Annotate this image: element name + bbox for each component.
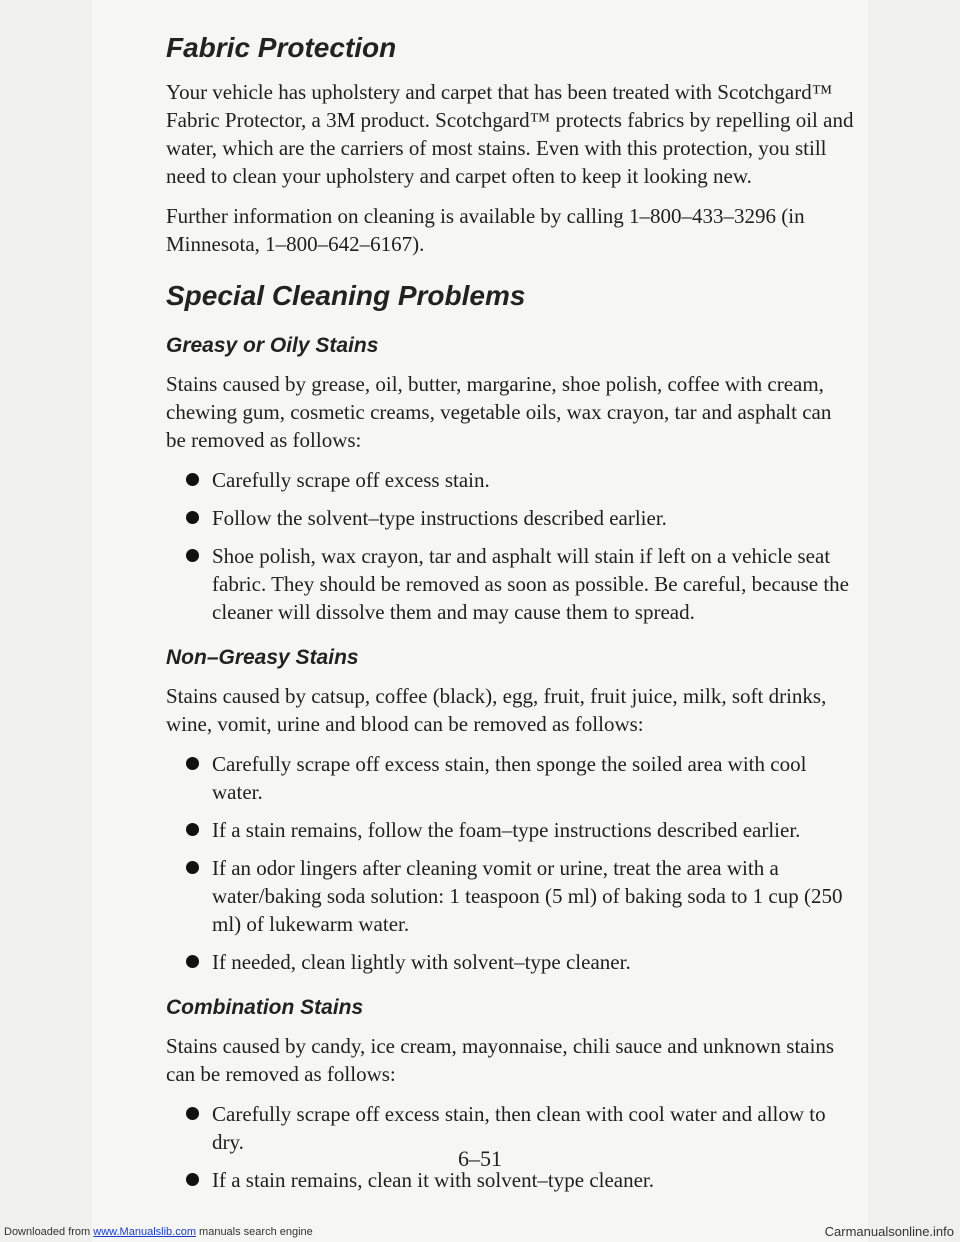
- list-item: [186, 542, 856, 626]
- heading-combination-stains: Combination Stains: [166, 996, 364, 1019]
- list-item: [186, 854, 856, 938]
- bullet-icon: [186, 1173, 199, 1186]
- list-item: [186, 504, 856, 532]
- heading-fabric-protection: Fabric Protection: [166, 32, 397, 63]
- bullet-icon: [186, 757, 199, 770]
- bullet-icon: [186, 1107, 199, 1120]
- download-footer: [0, 1226, 313, 1238]
- paragraph-combination-intro: Stains caused by candy, ice cream, mayonnaise, chili sauce and unknown stains can be removed as follows:: [166, 1034, 835, 1086]
- list-item: [186, 948, 856, 976]
- page-number: 6–51: [458, 1146, 502, 1171]
- list-item-text: If needed, clean lightly with solvent–type cleaner.: [212, 950, 631, 974]
- bullet-icon: [186, 473, 199, 486]
- bullet-icon: [186, 823, 199, 836]
- footer-suffix: manuals search engine: [195, 1226, 313, 1238]
- list-item-text: Carefully scrape off excess stain.: [212, 468, 490, 492]
- heading-non-greasy-stains: Non–Greasy Stains: [166, 646, 359, 669]
- list-item-text: If an odor lingers after cleaning vomit or urine, treat the area with a water/baking soda solution: 1 teaspoon (5 ml) of baking soda to 1 cup (250 ml) of lukewarm water.: [212, 856, 843, 936]
- bullet-icon: [186, 861, 199, 874]
- bullet-icon: [186, 511, 199, 524]
- manualslib-link[interactable]: www.Manualslib.com: [93, 1226, 196, 1238]
- list-item-text: Carefully scrape off excess stain, then sponge the soiled area with cool water.: [212, 752, 807, 804]
- list-item: [186, 816, 856, 844]
- list-item-text: Shoe polish, wax crayon, tar and asphalt will stain if left on a vehicle seat fabric. They should be removed as soon as possible. Be careful, because the cleaner will dissolve them and may cause them to spread.: [212, 544, 849, 624]
- paragraph-fabric-protection: Your vehicle has upholstery and carpet that has been treated with Scotchgard™ Fabric Protector, a 3M product. Scotchgard™ protects fabrics by repelling oil and water, which are the carriers of most stains. Even with this protection, you still need to clean your upholstery and carpet often to keep it looking new.: [166, 80, 854, 188]
- paragraph-greasy-intro: Stains caused by grease, oil, butter, margarine, shoe polish, coffee with cream, chewing gum, cosmetic creams, vegetable oils, wax crayon, tar and asphalt can be removed as follows:: [166, 372, 832, 452]
- non-greasy-bullet-list: [166, 750, 856, 976]
- watermark-site: Carmanualsonline.info: [824, 1224, 954, 1239]
- paragraph-cleaning-info: Further information on cleaning is available by calling 1–800–433–3296 (in Minnesota, 1–800–642–6167).: [166, 204, 805, 256]
- heading-special-cleaning: Special Cleaning Problems: [166, 280, 526, 311]
- bullet-icon: [186, 549, 199, 562]
- paragraph-non-greasy-intro: Stains caused by catsup, coffee (black), egg, fruit, fruit juice, milk, soft drinks, wine, vomit, urine and blood can be removed as follows:: [166, 684, 827, 736]
- greasy-bullet-list: [166, 466, 856, 626]
- page-content: [166, 30, 856, 1204]
- list-item: [186, 466, 856, 494]
- bullet-icon: [186, 955, 199, 968]
- list-item: [186, 750, 856, 806]
- footer-prefix: Downloaded from: [4, 1226, 94, 1238]
- heading-greasy-stains: Greasy or Oily Stains: [166, 334, 379, 357]
- list-item-text: If a stain remains, clean it with solvent–type cleaner.: [212, 1168, 655, 1192]
- list-item-text: If a stain remains, follow the foam–type instructions described earlier.: [212, 818, 801, 842]
- manual-page: [92, 0, 868, 1242]
- list-item-text: Carefully scrape off excess stain, then clean with cool water and allow to dry.: [212, 1102, 826, 1154]
- list-item-text: Follow the solvent–type instructions described earlier.: [212, 506, 667, 530]
